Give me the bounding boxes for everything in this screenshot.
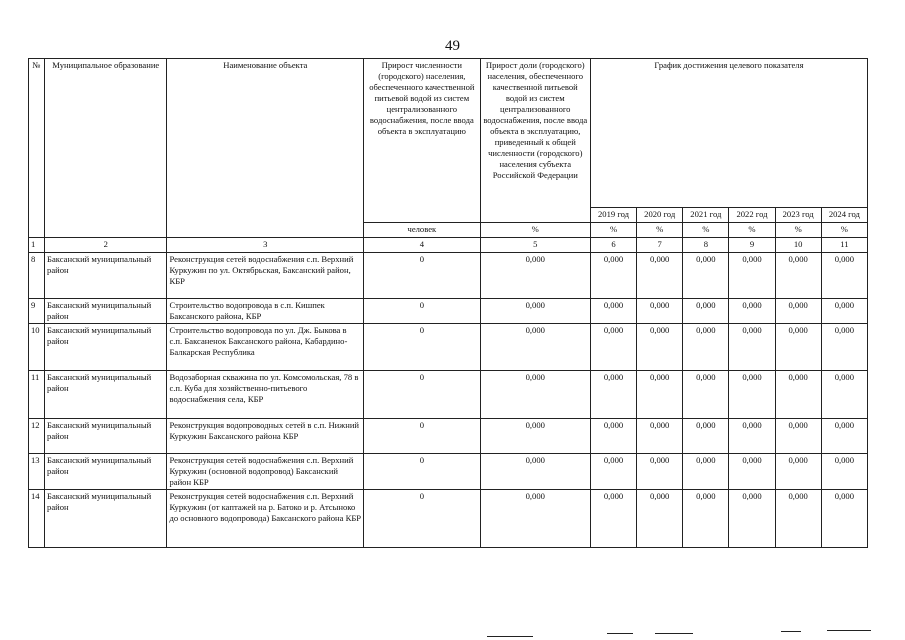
unit-cell: % xyxy=(590,223,636,238)
year-value-cell: 0,000 xyxy=(821,490,867,548)
people-cell: 0 xyxy=(364,490,480,548)
year-value-cell: 0,000 xyxy=(729,419,775,454)
table-row xyxy=(29,454,868,490)
year-value-cell: 0,000 xyxy=(590,490,636,548)
year-value-cell: 0,000 xyxy=(775,299,821,324)
year-value-cell: 0,000 xyxy=(821,253,867,299)
unit-cell: % xyxy=(683,223,729,238)
people-cell: 0 xyxy=(364,253,480,299)
year-value-cell: 0,000 xyxy=(821,419,867,454)
year-value-cell: 0,000 xyxy=(683,454,729,490)
year-value-cell: 0,000 xyxy=(683,490,729,548)
header-object-name: Наименование объекта xyxy=(167,59,364,238)
year-value-cell: 0,000 xyxy=(729,490,775,548)
year-value-cell: 0,000 xyxy=(590,454,636,490)
year-header: 2019 год xyxy=(590,208,636,223)
people-cell: 0 xyxy=(364,371,480,419)
row-number: 11 xyxy=(29,371,45,419)
year-value-cell: 0,000 xyxy=(590,299,636,324)
column-number: 7 xyxy=(637,238,683,253)
year-value-cell: 0,000 xyxy=(590,253,636,299)
footer-rule xyxy=(655,633,693,634)
column-number: 4 xyxy=(364,238,480,253)
year-value-cell: 0,000 xyxy=(729,454,775,490)
year-value-cell: 0,000 xyxy=(775,490,821,548)
header-municipality: Муниципальное образование xyxy=(45,59,167,238)
object-name-cell: Строительство водопровода в с.п. Кишпек Баксанского района, КБР xyxy=(167,299,364,324)
people-cell: 0 xyxy=(364,454,480,490)
row-number: 13 xyxy=(29,454,45,490)
column-number: 9 xyxy=(729,238,775,253)
share-cell: 0,000 xyxy=(480,454,590,490)
municipality-cell: Баксанский муниципальный район xyxy=(45,419,167,454)
header-num: № xyxy=(29,59,45,238)
row-number: 9 xyxy=(29,299,45,324)
footer-rule xyxy=(607,633,633,634)
year-value-cell: 0,000 xyxy=(590,419,636,454)
column-numbers-row xyxy=(29,238,868,253)
row-number: 14 xyxy=(29,490,45,548)
year-value-cell: 0,000 xyxy=(821,324,867,371)
year-value-cell: 0,000 xyxy=(775,253,821,299)
unit-cell: человек xyxy=(364,223,480,238)
year-value-cell: 0,000 xyxy=(637,419,683,454)
column-number: 2 xyxy=(45,238,167,253)
municipality-cell: Баксанский муниципальный район xyxy=(45,299,167,324)
object-name-cell: Реконструкция водопроводных сетей в с.п. Нижний Куркужин Баксанского района КБР xyxy=(167,419,364,454)
share-cell: 0,000 xyxy=(480,324,590,371)
column-number: 5 xyxy=(480,238,590,253)
municipality-cell: Баксанский муниципальный район xyxy=(45,253,167,299)
object-name-cell: Реконструкция сетей водоснабжения с.п. Верхний Куркужин по ул. Октябрьская, Баксанский район, КБР xyxy=(167,253,364,299)
year-value-cell: 0,000 xyxy=(821,454,867,490)
year-value-cell: 0,000 xyxy=(683,299,729,324)
header-schedule: График достижения целевого показателя xyxy=(590,59,867,208)
people-cell: 0 xyxy=(364,419,480,454)
table-row xyxy=(29,253,868,299)
year-header: 2024 год xyxy=(821,208,867,223)
year-value-cell: 0,000 xyxy=(637,324,683,371)
year-value-cell: 0,000 xyxy=(683,419,729,454)
page-number: 49 xyxy=(445,38,460,54)
share-cell: 0,000 xyxy=(480,253,590,299)
footer-rule xyxy=(487,636,533,637)
municipality-cell: Баксанский муниципальный район xyxy=(45,371,167,419)
footer-rule xyxy=(827,630,871,631)
year-value-cell: 0,000 xyxy=(775,454,821,490)
year-header: 2022 год xyxy=(729,208,775,223)
year-value-cell: 0,000 xyxy=(683,324,729,371)
table-row xyxy=(29,490,868,548)
row-number: 8 xyxy=(29,253,45,299)
year-value-cell: 0,000 xyxy=(637,490,683,548)
unit-cell: % xyxy=(821,223,867,238)
unit-cell: % xyxy=(480,223,590,238)
year-value-cell: 0,000 xyxy=(775,324,821,371)
year-value-cell: 0,000 xyxy=(775,419,821,454)
municipality-cell: Баксанский муниципальный район xyxy=(45,324,167,371)
year-value-cell: 0,000 xyxy=(683,371,729,419)
year-value-cell: 0,000 xyxy=(821,299,867,324)
year-value-cell: 0,000 xyxy=(729,324,775,371)
unit-cell: % xyxy=(637,223,683,238)
row-number: 10 xyxy=(29,324,45,371)
unit-cell: % xyxy=(775,223,821,238)
year-value-cell: 0,000 xyxy=(637,371,683,419)
header-row xyxy=(29,59,868,208)
year-value-cell: 0,000 xyxy=(637,253,683,299)
object-name-cell: Водозаборная скважина по ул. Комсомольская, 78 в с.п. Куба для хозяйственно-питьевого водоснабжения села, КБР xyxy=(167,371,364,419)
table-row xyxy=(29,299,868,324)
share-cell: 0,000 xyxy=(480,419,590,454)
people-cell: 0 xyxy=(364,324,480,371)
column-number: 6 xyxy=(590,238,636,253)
table-row xyxy=(29,371,868,419)
share-cell: 0,000 xyxy=(480,299,590,324)
year-value-cell: 0,000 xyxy=(729,371,775,419)
year-header: 2020 год xyxy=(637,208,683,223)
table-row xyxy=(29,419,868,454)
share-cell: 0,000 xyxy=(480,490,590,548)
year-value-cell: 0,000 xyxy=(729,299,775,324)
year-header: 2021 год xyxy=(683,208,729,223)
column-number: 8 xyxy=(683,238,729,253)
table-row xyxy=(29,324,868,371)
year-value-cell: 0,000 xyxy=(637,454,683,490)
municipality-cell: Баксанский муниципальный район xyxy=(45,454,167,490)
year-value-cell: 0,000 xyxy=(683,253,729,299)
year-value-cell: 0,000 xyxy=(821,371,867,419)
column-number: 10 xyxy=(775,238,821,253)
object-name-cell: Строительство водопровода по ул. Дж. Быкова в с.п. Баксаненок Баксанского района, Кабардино-Балкарская Республика xyxy=(167,324,364,371)
column-number: 11 xyxy=(821,238,867,253)
year-value-cell: 0,000 xyxy=(590,371,636,419)
year-value-cell: 0,000 xyxy=(775,371,821,419)
year-value-cell: 0,000 xyxy=(637,299,683,324)
header-population-growth: Прирост численности (городского) населения, обеспеченного качественной питьевой водой из систем централизованного водоснабжения, после ввода объекта в эксплуатацию xyxy=(364,59,480,223)
year-value-cell: 0,000 xyxy=(729,253,775,299)
municipality-cell: Баксанский муниципальный район xyxy=(45,490,167,548)
footer-rule xyxy=(781,631,801,632)
share-cell: 0,000 xyxy=(480,371,590,419)
year-header: 2023 год xyxy=(775,208,821,223)
row-number: 12 xyxy=(29,419,45,454)
target-indicator-table xyxy=(28,58,868,548)
header-share-growth: Прирост доли (городского) населения, обеспеченного качественной питьевой водой из систем централизованного водоснабжения, после ввода объекта в эксплуатацию, приведенный к общей численности (городского) населения субъекта Российской Федерации xyxy=(480,59,590,223)
column-number: 1 xyxy=(29,238,45,253)
year-value-cell: 0,000 xyxy=(590,324,636,371)
object-name-cell: Реконструкция сетей водоснабжения с.п. Верхний Куркужин (от каптажей на р. Батоко и р. Атсыноко до основного водопровода) Баксанского района КБР xyxy=(167,490,364,548)
people-cell: 0 xyxy=(364,299,480,324)
unit-cell: % xyxy=(729,223,775,238)
object-name-cell: Реконструкция сетей водоснабжения с.п. Верхний Куркужин (основной водопровод) Баксанский район КБР xyxy=(167,454,364,490)
column-number: 3 xyxy=(167,238,364,253)
